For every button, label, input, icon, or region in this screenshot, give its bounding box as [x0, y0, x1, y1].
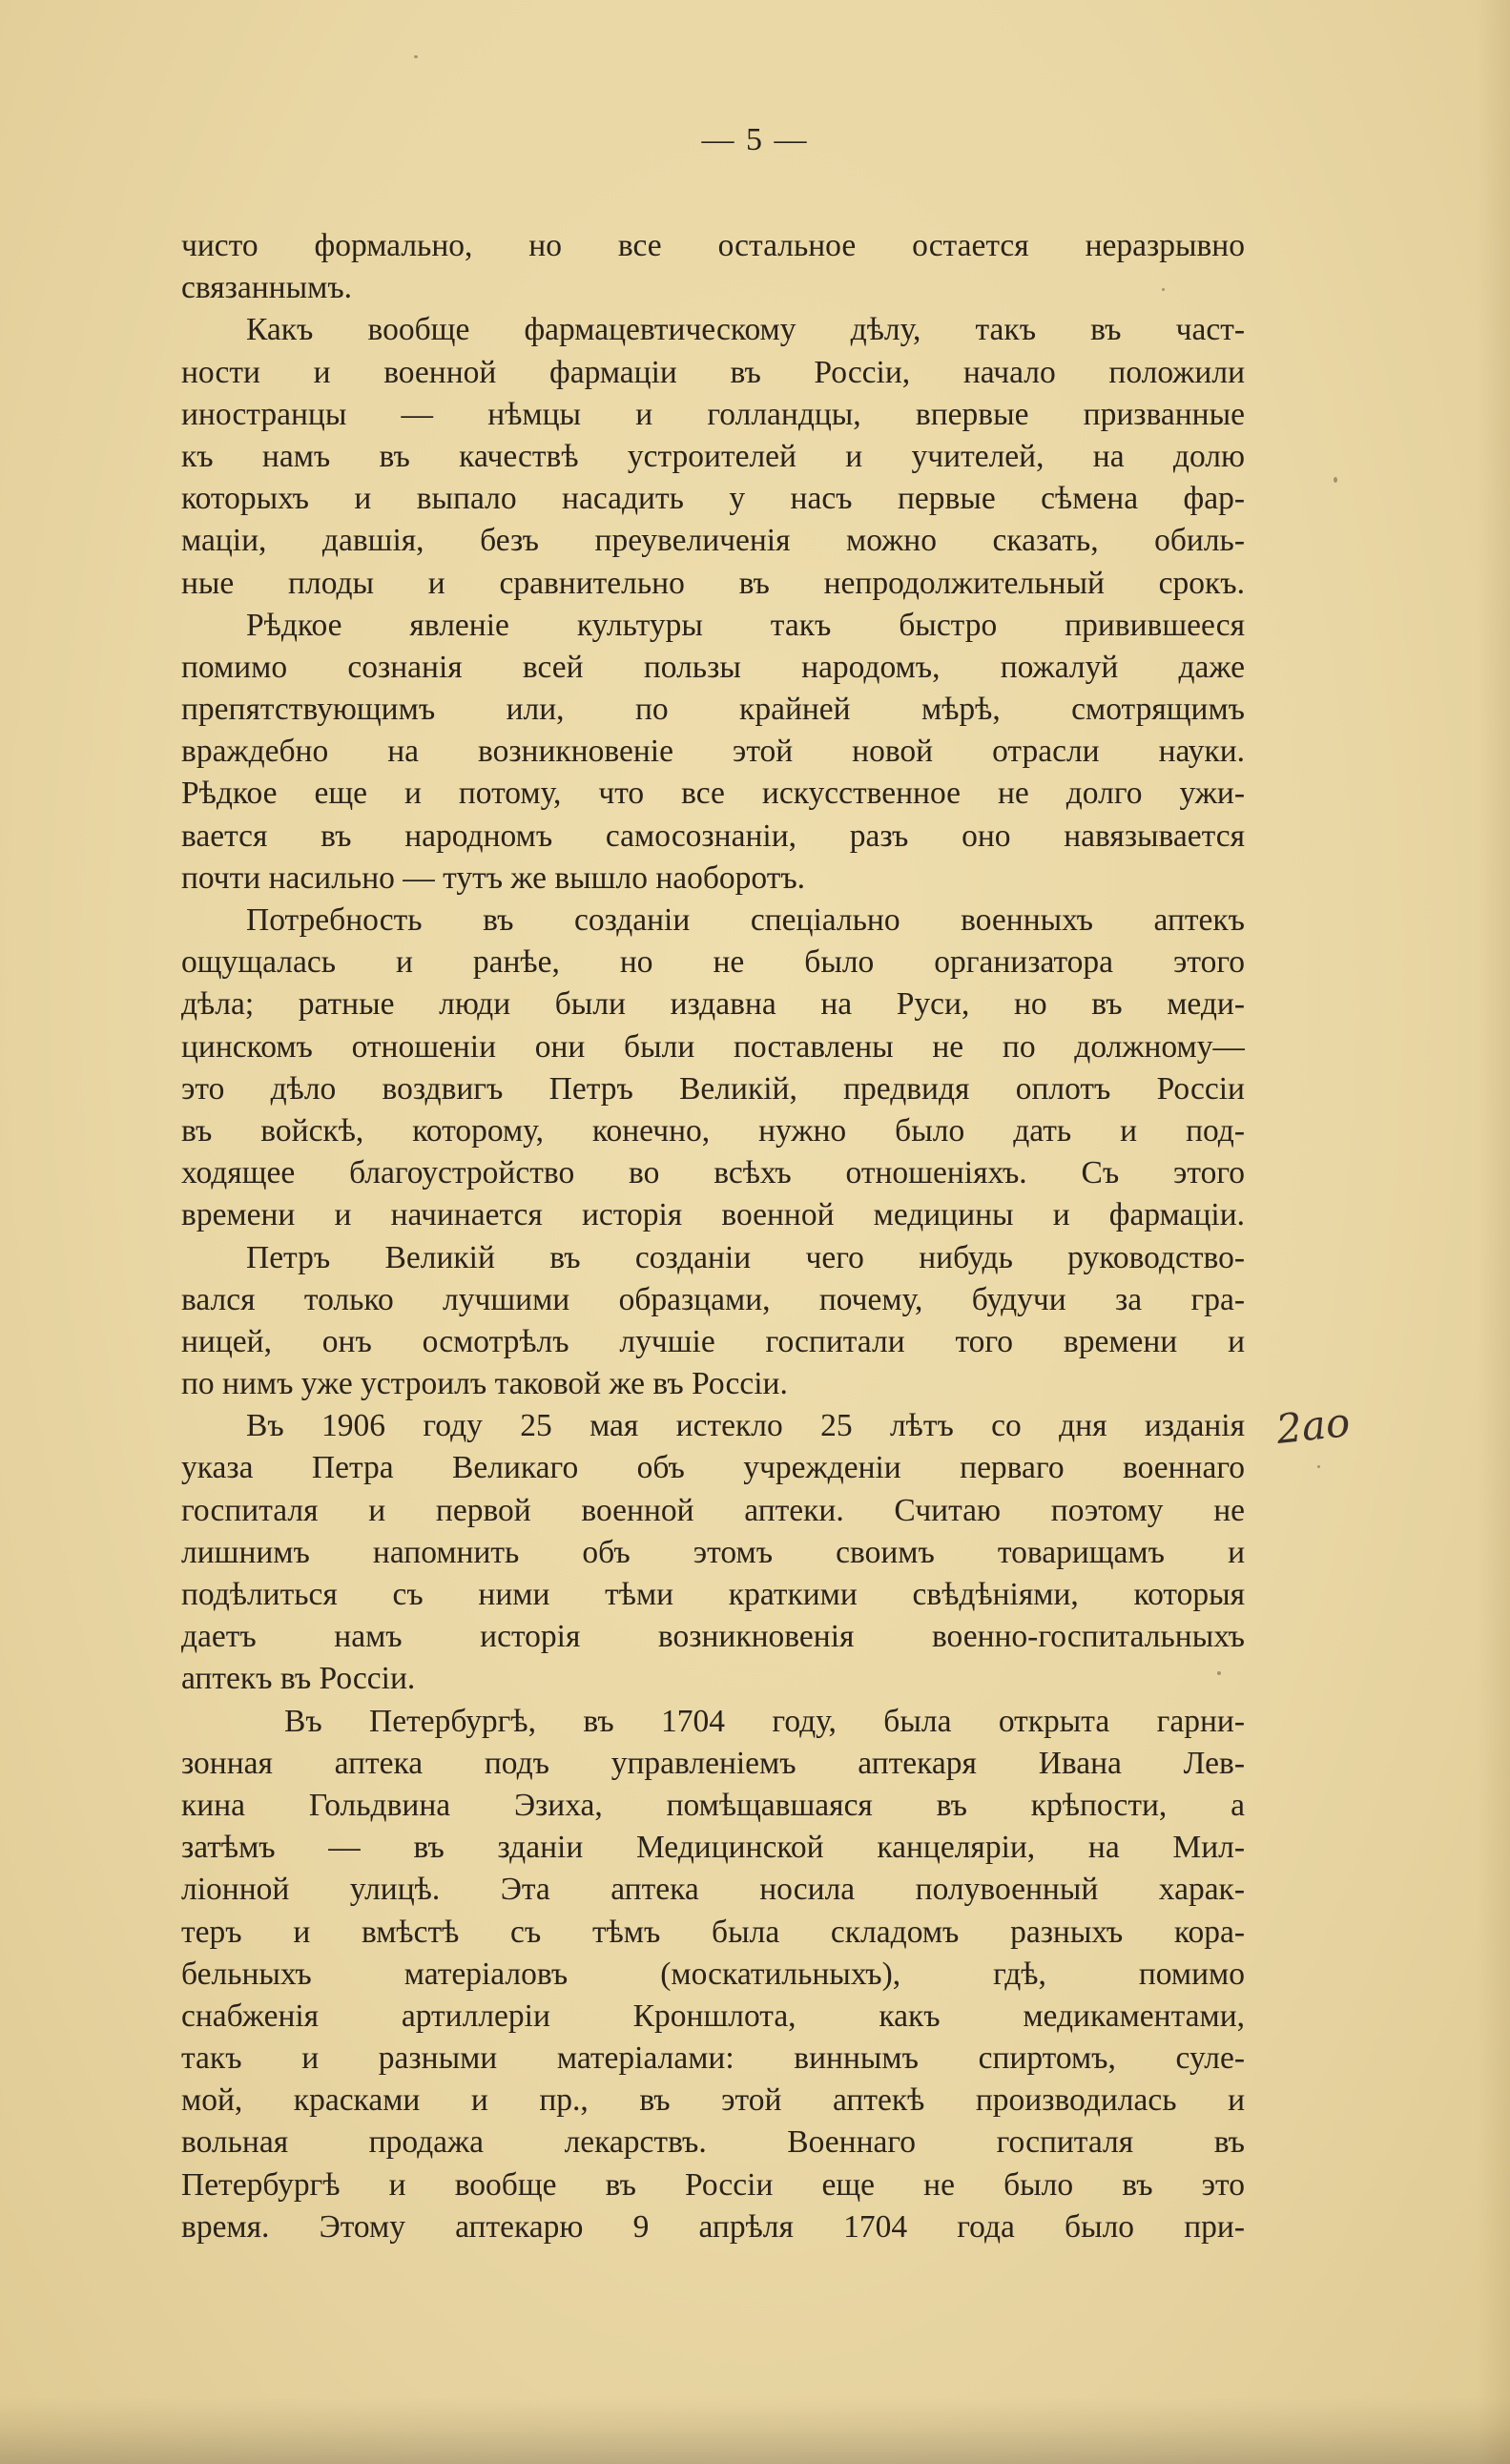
text-line: даетъ намъ исторія возникновенія военно-госпитальныхъ — [181, 1619, 1245, 1655]
text-line: которыхъ и выпало насадить у насъ первые сѣмена фар- — [181, 481, 1245, 517]
text-line: дѣла; ратные люди были издавна на Руси, но въ меди- — [181, 986, 1245, 1023]
text-line: помимо сознанія всей пользы народомъ, пожалуй даже — [181, 649, 1245, 685]
paper-speck — [1317, 1465, 1320, 1468]
text-line: по нимъ уже устроилъ таковой же въ Россіи. — [181, 1366, 788, 1402]
text-line: Петръ Великій въ созданіи чего нибудь руководство- — [246, 1239, 1245, 1275]
text-line: Какъ вообще фармацевтическому дѣлу, такъ въ част- — [246, 312, 1245, 348]
paper-speck — [1162, 288, 1165, 291]
body-text — [181, 225, 1245, 2248]
text-line: чисто формально, но все остальное остается неразрывно — [181, 228, 1245, 263]
text-line: почти насильно — тутъ же вышло наоборотъ. — [181, 859, 806, 896]
text-line: аптекъ въ Россіи. — [181, 1661, 416, 1697]
text-line: Рѣдкое еще и потому, что все искусственное не долго ужи- — [181, 776, 1245, 812]
text-line: ліонной улицѣ. Эта аптека носила полувоенный харак- — [181, 1872, 1245, 1908]
page-number: — 5 — — [701, 122, 809, 157]
paper-speck — [1217, 1671, 1221, 1675]
text-line: затѣмъ — въ зданіи Медицинской канцеляріи, на Мил- — [181, 1830, 1245, 1866]
text-line: кина Гольдвина Эзиха, помѣщавшаяся въ крѣпости, а — [181, 1787, 1245, 1823]
text-line: къ намъ въ качествѣ устроителей и учителей, на долю — [181, 438, 1245, 474]
paper-speck — [1334, 477, 1337, 483]
text-line: это дѣло воздвигъ Петръ Великій, предвидя оплотъ Россіи — [181, 1070, 1245, 1107]
text-line: лишнимъ напомнить объ этомъ своимъ товарищамъ и — [181, 1534, 1245, 1570]
text-line: подѣлиться съ ними тѣми краткими свѣдѣніями, которыя — [181, 1577, 1245, 1612]
text-line: времени и начинается исторія военной медицины и фармаціи. — [181, 1197, 1245, 1233]
text-line: ощущалась и ранѣе, но не было организатора этого — [181, 944, 1245, 981]
text-line: указа Петра Великаго объ учрежденіи перваго военнаго — [181, 1450, 1245, 1486]
handwritten-margin-note: 2ao — [1273, 1398, 1353, 1453]
text-line: бельныхъ матеріаловъ (москатильныхъ), гдѣ, помимо — [181, 1956, 1245, 1992]
text-line: снабженія артиллеріи Кроншлота, какъ медикаментами, — [181, 1998, 1245, 2034]
text-line: госпиталя и первой военной аптеки. Считаю поэтому не — [181, 1492, 1245, 1528]
text-line: ности и военной фармаціи въ Россіи, начало положили — [181, 354, 1245, 390]
text-line: Петербургѣ и вообще въ Россіи еще не было въ это — [181, 2166, 1245, 2203]
text-line: цинскомъ отношеніи они были поставлены не по должному— — [181, 1028, 1245, 1065]
text-line: Рѣдкое явленіе культуры такъ быстро привившееся — [246, 607, 1245, 643]
text-line: зонная аптека подъ управленіемъ аптекаря Ивана Лев- — [181, 1745, 1245, 1781]
text-line: теръ и вмѣстѣ съ тѣмъ была складомъ разныхъ кора- — [181, 1914, 1245, 1950]
text-line: Въ Петербургѣ, въ 1704 году, была открыта гарни- — [284, 1703, 1245, 1739]
text-line: враждебно на возникновеніе этой новой отрасли науки. — [181, 734, 1245, 770]
text-line: Въ 1906 году 25 мая истекло 25 лѣтъ со дня изданія — [246, 1408, 1245, 1444]
page-edge-shadow-bottom — [0, 2397, 1510, 2464]
text-line: иностранцы — нѣмцы и голландцы, впервые призванные — [181, 396, 1245, 432]
text-line: связаннымъ. — [181, 270, 353, 306]
text-line: ходящее благоустройство во всѣхъ отношеніяхъ. Съ этого — [181, 1155, 1245, 1191]
text-line: вольная продажа лекарствъ. Военнаго госпиталя въ — [181, 2124, 1245, 2161]
text-line: Потребность въ созданіи спеціально военныхъ аптекъ — [246, 902, 1245, 938]
text-line: такъ и разными матеріалами: виннымъ спиртомъ, суле- — [181, 2040, 1245, 2077]
text-line: вается въ народномъ самосознаніи, разъ оно навязывается — [181, 818, 1245, 854]
text-line: вался только лучшими образцами, почему, будучи за гра- — [181, 1281, 1245, 1317]
text-line: препятствующимъ или, по крайней мѣрѣ, смотрящимъ — [181, 692, 1245, 728]
page-edge-shadow-right — [1478, 0, 1510, 2464]
text-line: ницей, онъ осмотрѣлъ лучшіе госпитали того времени и — [181, 1323, 1245, 1359]
text-line: мой, красками и пр., въ этой аптекѣ производилась и — [181, 2082, 1245, 2119]
paper-speck — [414, 55, 418, 58]
text-line: время. Этому аптекарю 9 апрѣля 1704 года было при- — [181, 2208, 1245, 2245]
text-line: маціи, давшія, безъ преувеличенія можно сказать, обиль- — [181, 523, 1245, 559]
text-line: ные плоды и сравнительно въ непродолжительный срокъ. — [181, 565, 1245, 601]
text-line: въ войскѣ, которому, конечно, нужно было дать и под- — [181, 1112, 1245, 1149]
